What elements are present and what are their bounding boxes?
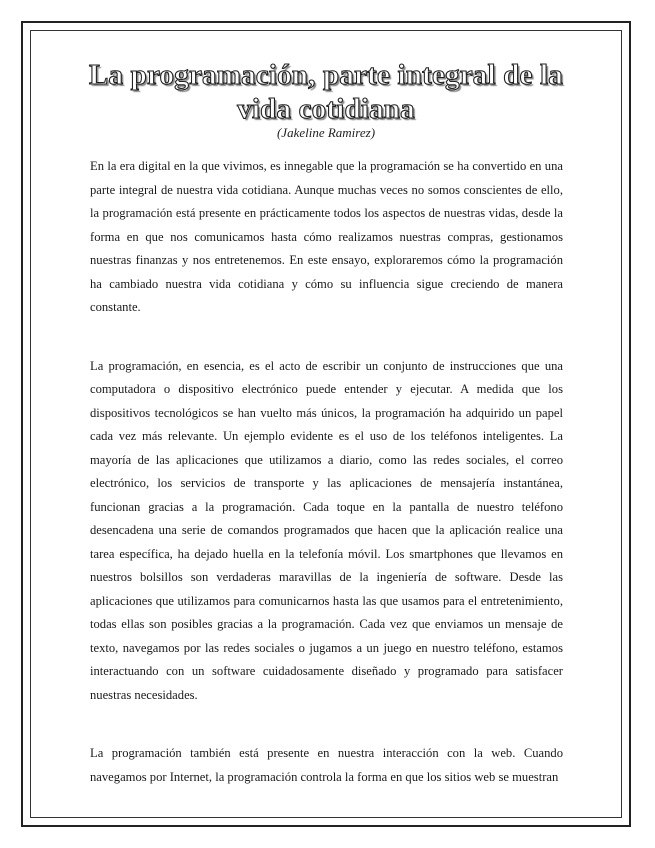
paragraph-3: La programación también está presente en nuestra interacción con la web. Cuando navegamos por Internet, la programación controla la forma en que los sitios web se muestran bbox=[90, 746, 563, 784]
paragraph-2: La programación, en esencia, es el acto de escribir un conjunto de instrucciones que una computadora o dispositivo electrónico puede entender y ejecutar. A medida que los dispositivos tecnológicos se han vuelto más únicos, la programación ha adquirido un papel cada vez más relevante. Un ejemplo evidente es el uso de los teléfonos inteligentes. La mayoría de las aplicaciones que utilizamos a diario, como las redes sociales, el correo electrónico, los servicios de transporte y las aplicaciones de mensajería instantánea, funcionan gracias a la programación. Cada toque en la pantalla de nuestro teléfono desencadena una serie de comandos programados que hacen que la aplicación realice una tarea específica, ha dejado huella en la telefonía móvil. Los smartphones que llevamos en nuestros bolsillos son verdaderas maravillas de la ingeniería de software. Desde las aplicaciones que utilizamos para comunicarnos hasta las que usamos para el entretenimiento, todas ellas son posibles gracias a la programación. Cada vez que enviamos un mensaje de texto, navegamos por las redes sociales o jugamos a un juego en nuestro teléfono, estamos interactuando con un software cuidadosamente diseñado y programado para satisfacer nuestras necesidades. bbox=[90, 358, 563, 702]
paragraph-1: En la era digital en la que vivimos, es innegable que la programación se ha convertido en una parte integral de nuestra vida cotidiana. Aunque muchas veces no somos conscientes de ello, la programación está presente en prácticamente todos los aspectos de nuestras vidas, desde la forma en que nos comunicamos hasta cómo realizamos nuestras compras, gestionamos nuestras finanzas y nos entretenemos. En este ensayo, exploraremos cómo la programación ha cambiado nuestra vida cotidiana y cómo su influencia sigue creciendo de manera constante. bbox=[90, 159, 563, 314]
document-author: (Jakeline Ramirez) bbox=[276, 125, 376, 140]
document-body bbox=[90, 155, 563, 824]
document-title: La programación, parte integral de la vida cotidiana bbox=[88, 59, 564, 125]
